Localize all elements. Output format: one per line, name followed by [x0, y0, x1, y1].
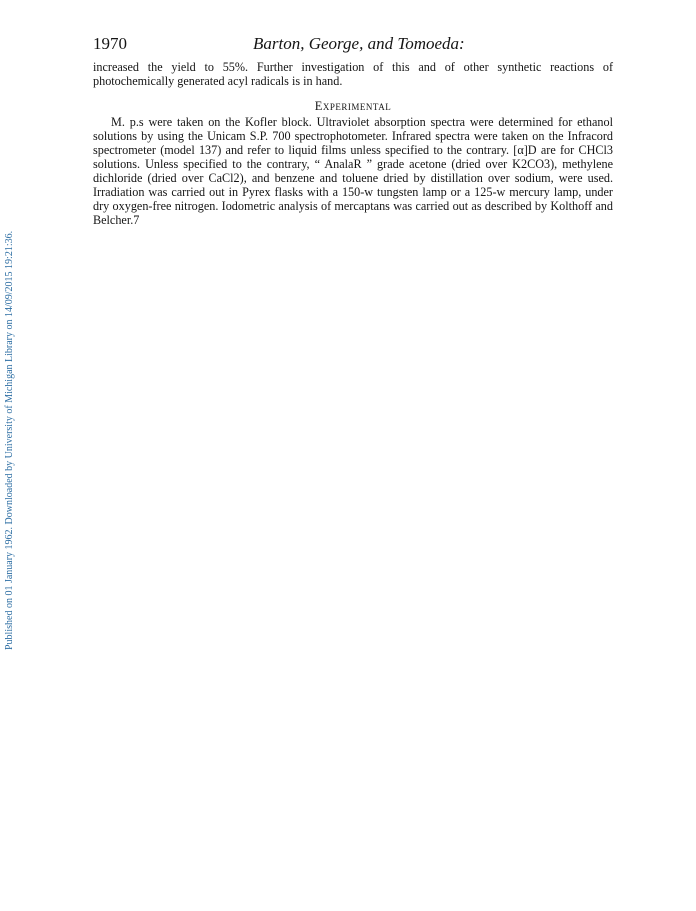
section-title: Experimental [314, 99, 392, 114]
page-header [93, 34, 613, 56]
publication-sidebar-note: Published on 01 January 1962. Downloaded by University of Michigan Library on 14/09/2015 19:21:36. [4, 230, 15, 650]
article-body [93, 60, 613, 228]
page-number: 1970 [93, 34, 127, 53]
experimental-paragraph-1: M. p.s were taken on the Kofler block. Ultraviolet absorption spectra were determined for ethanol solutions by using the Unicam S.P. 700 spectrophotometer. Infrared spectra were taken on the Infracord spectrometer (model 137) and refer to liquid films unless specified to the contrary. [α]D are for CHCl3 solutions. Unless specified to the contrary, “ AnalaR ” grade acetone (dried over K2CO3), methylene dichloride (dried over CaCl2), and benzene and toluene dried by distillation over sodium, were used. Irradiation was carried out in Pyrex flasks with a 150-w tungsten lamp or a 125-w mercury lamp, under dry oxygen-free nitrogen. Iodometric analysis of mercaptans was carried out as described by Kolthoff and Belcher.7 [93, 115, 613, 228]
running-head: Barton, George, and Tomoeda: [253, 34, 465, 53]
intro-paragraph: increased the yield to 55%. Further investigation of this and of other synthetic reactions of photochemically generated acyl radicals is in hand. [93, 60, 613, 89]
